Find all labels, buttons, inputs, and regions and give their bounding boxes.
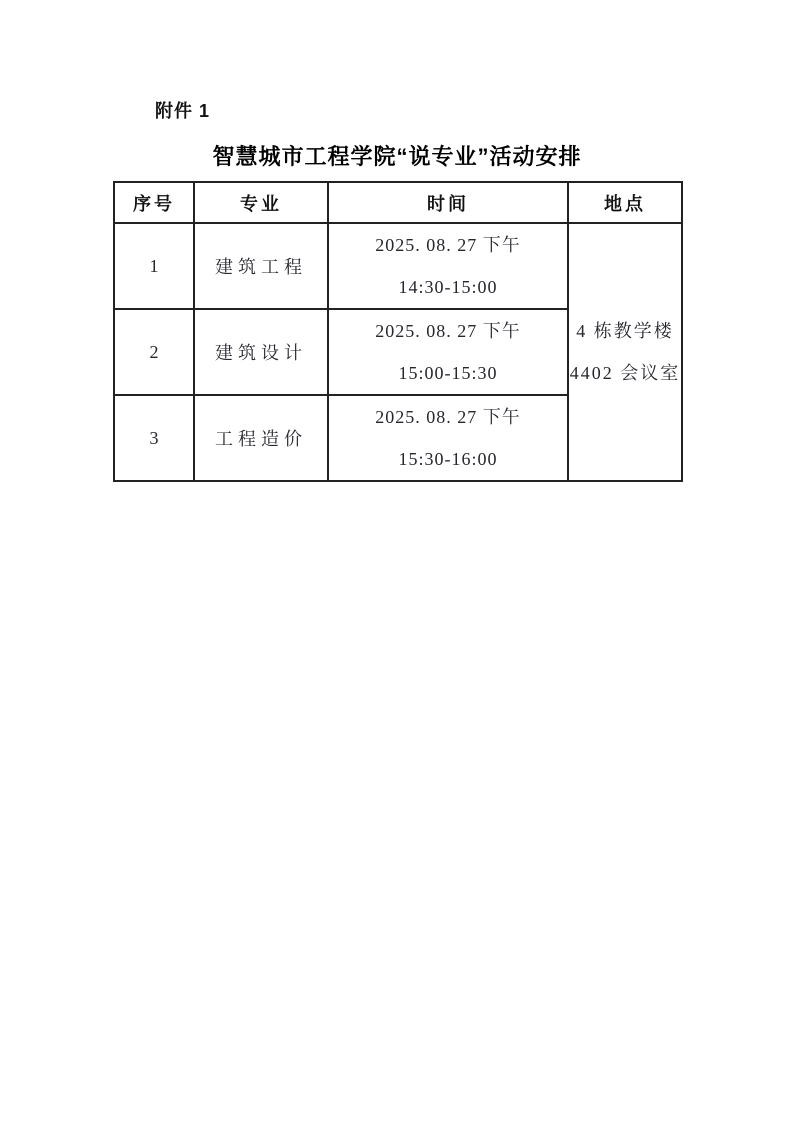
cell-major: 建筑设计 [194, 309, 328, 395]
cell-time [328, 309, 568, 395]
location-room-line: 4402 会议室 [569, 363, 681, 383]
time-date-line: 2025. 08. 27 下午 [375, 321, 521, 341]
cell-major: 工程造价 [194, 395, 328, 481]
cell-no: 1 [114, 223, 194, 309]
column-header-time: 时间 [328, 182, 568, 223]
table-row [114, 223, 682, 309]
cell-no: 2 [114, 309, 194, 395]
time-range-line: 15:30-16:00 [398, 449, 498, 469]
time-range-line: 14:30-15:00 [398, 277, 498, 297]
time-date-line: 2025. 08. 27 下午 [375, 235, 521, 255]
header-row [114, 182, 682, 223]
cell-major: 建筑工程 [194, 223, 328, 309]
page-title: 智慧城市工程学院“说专业”活动安排 [212, 144, 582, 169]
time-date-line: 2025. 08. 27 下午 [375, 407, 521, 427]
location-building-line: 4 栋教学楼 [576, 321, 674, 341]
attachment-label: 附件 1 [155, 101, 211, 121]
time-range-line: 15:00-15:30 [398, 363, 498, 383]
schedule-table [113, 181, 683, 482]
column-header-no: 序号 [114, 182, 194, 223]
cell-time [328, 223, 568, 309]
column-header-location: 地点 [568, 182, 682, 223]
cell-location-merged [568, 223, 682, 481]
cell-time [328, 395, 568, 481]
column-header-major: 专业 [194, 182, 328, 223]
cell-no: 3 [114, 395, 194, 481]
